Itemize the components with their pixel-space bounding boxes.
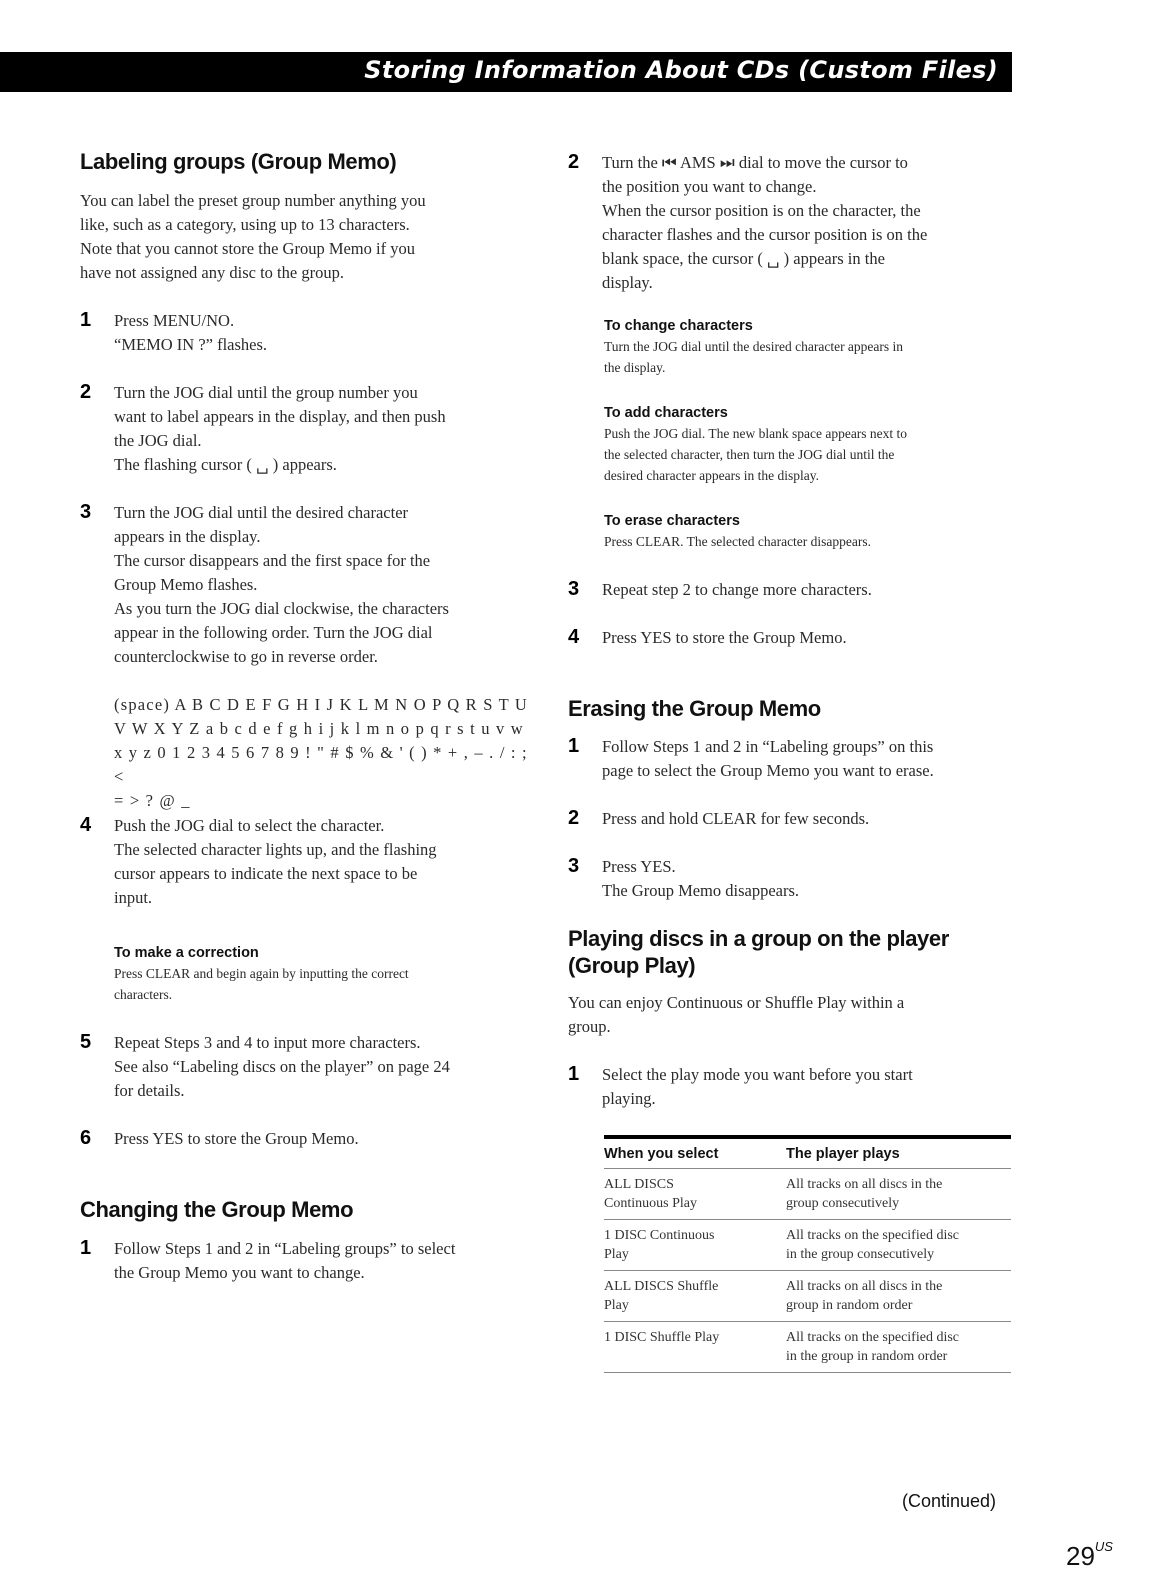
tip-text: desired character appears in the display. (604, 468, 820, 483)
table-header-cell: The player plays (786, 1137, 1011, 1169)
changing-step-4 (568, 626, 1018, 650)
tip-text: the selected character, then turn the JOG dial until the (604, 447, 895, 462)
step-text: The selected character lights up, and the flashing (114, 840, 437, 859)
step-text: Turn the ⏮ AMS ⏭ dial to move the cursor to (602, 153, 908, 172)
cell-line: All tracks on all discs in the (786, 1177, 943, 1192)
step-text: appears in the display. (114, 527, 261, 546)
labeling-step-4 (80, 814, 530, 910)
correction-tip (114, 943, 514, 1005)
header-banner (0, 52, 1012, 92)
table-header-row (604, 1137, 1011, 1169)
labeling-step-5 (80, 1031, 530, 1103)
tip-title: To change characters (604, 318, 753, 334)
step-number: 2 (568, 807, 580, 829)
playing-heading (568, 925, 949, 979)
table-cell (604, 1220, 786, 1271)
cell-line: Play (604, 1247, 629, 1262)
page-header-title: Storing Information About CDs (Custom Files) (364, 56, 998, 84)
step-number: 6 (80, 1127, 92, 1149)
step-text: input. (114, 888, 153, 907)
cell-line: group in random order (786, 1298, 913, 1313)
cell-line: All tracks on the specified disc (786, 1228, 960, 1243)
step-text: display. (602, 273, 653, 292)
step-text: page to select the Group Memo you want to erase. (602, 761, 934, 780)
table-cell (786, 1220, 1011, 1271)
step-text: Press MENU/NO. (114, 311, 235, 330)
playing-intro (568, 991, 998, 1039)
page-number (1066, 1541, 1113, 1572)
table-cell (786, 1169, 1011, 1220)
correction-title: To make a correction (114, 945, 259, 961)
table-cell (786, 1271, 1011, 1322)
labeling-intro (80, 189, 510, 285)
step-text: See also “Labeling discs on the player” on page 24 (114, 1057, 450, 1076)
erasing-heading: Erasing the Group Memo (568, 696, 821, 721)
step-text: Follow Steps 1 and 2 in “Labeling groups” to select (114, 1239, 456, 1258)
cell-line: ALL DISCS (604, 1177, 674, 1192)
cell-line: Play (604, 1298, 629, 1313)
playing-intro-line: You can enjoy Continuous or Shuffle Play within a (568, 993, 905, 1012)
table-cell (604, 1322, 786, 1373)
tip-text: Turn the JOG dial until the desired character appears in (604, 339, 904, 354)
erasing-step-2 (568, 807, 1018, 831)
step-text: Select the play mode you want before you start (602, 1065, 913, 1084)
cell-line: All tracks on the specified disc (786, 1330, 960, 1345)
table-cell (604, 1169, 786, 1220)
character-set-line: = > ? @ _ (114, 791, 191, 810)
labeling-step-6 (80, 1127, 530, 1151)
step-text: the position you want to change. (602, 177, 817, 196)
step-text: The flashing cursor ( ␣ ) appears. (114, 455, 337, 474)
cell-line: 1 DISC Shuffle Play (604, 1330, 720, 1345)
cell-line: Continuous Play (604, 1196, 697, 1211)
page-number-suffix: US (1094, 1539, 1113, 1554)
step-text: the Group Memo you want to change. (114, 1263, 365, 1282)
step-number: 3 (568, 855, 580, 877)
step-text: “MEMO IN ?” flashes. (114, 335, 268, 354)
character-set (114, 693, 534, 813)
erasing-step-1 (568, 735, 1018, 783)
labeling-step-1 (80, 309, 530, 357)
step-text: Turn the JOG dial until the desired character (114, 503, 409, 522)
table-header-cell: When you select (604, 1137, 786, 1169)
tip-text: Press CLEAR. The selected character disappears. (604, 534, 872, 549)
tip-text: the display. (604, 360, 666, 375)
changing-step-1 (80, 1237, 530, 1285)
labeling-intro-line: have not assigned any disc to the group. (80, 263, 344, 282)
continued-label: (Continued) (902, 1491, 997, 1511)
cell-line: in the group consecutively (786, 1247, 935, 1262)
cell-line: ALL DISCS Shuffle (604, 1279, 719, 1294)
table-cell (604, 1271, 786, 1322)
changing-step-2 (568, 151, 1018, 295)
step-number: 1 (568, 735, 580, 757)
step-number: 1 (568, 1063, 580, 1085)
table-row (604, 1271, 1011, 1322)
tip-title: To erase characters (604, 513, 740, 529)
playing-heading-line: (Group Play) (568, 953, 696, 978)
erasing-step-3 (568, 855, 1018, 903)
step-text: When the cursor position is on the character, the (602, 201, 921, 220)
changing-step-3 (568, 578, 1018, 602)
character-set-line: V W X Y Z a b c d e f g h i j k l m n o p q r s t u v w (114, 719, 524, 738)
character-set-line: (space) A B C D E F G H I J K L M N O P Q R S T U (114, 695, 529, 714)
step-text: As you turn the JOG dial clockwise, the characters (114, 599, 449, 618)
step-number: 2 (568, 151, 580, 173)
correction-text: characters. (114, 987, 173, 1002)
step-text: Group Memo flashes. (114, 575, 258, 594)
playing-intro-line: group. (568, 1017, 611, 1036)
step-number: 4 (80, 814, 92, 836)
changing-heading: Changing the Group Memo (80, 1197, 354, 1222)
page-number-value: 29 (1066, 1541, 1095, 1571)
step-text: want to label appears in the display, and then push (114, 407, 446, 426)
step-number: 3 (568, 578, 580, 600)
table-row (604, 1322, 1011, 1373)
cell-line: All tracks on all discs in the (786, 1279, 943, 1294)
table-cell (786, 1322, 1011, 1373)
step-text: Push the JOG dial to select the character. (114, 816, 385, 835)
table-row (604, 1220, 1011, 1271)
step-text: Repeat step 2 to change more characters. (602, 580, 872, 599)
change-characters-tip (604, 316, 1004, 378)
step-text: Turn the JOG dial until the group number you (114, 383, 418, 402)
labeling-step-2 (80, 381, 530, 477)
character-set-line: x y z 0 1 2 3 4 5 6 7 8 9 ! " # $ % & ' ( ) * + , – . / : ; < (114, 743, 528, 786)
step-text: appear in the following order. Turn the JOG dial (114, 623, 433, 642)
step-text: The Group Memo disappears. (602, 881, 800, 900)
cell-line: group consecutively (786, 1196, 900, 1211)
step-number: 3 (80, 501, 92, 523)
table-row (604, 1169, 1011, 1220)
step-number: 4 (568, 626, 580, 648)
labeling-heading: Labeling groups (Group Memo) (80, 149, 397, 174)
step-text: for details. (114, 1081, 185, 1100)
play-mode-table (604, 1135, 1011, 1373)
step-text: Press and hold CLEAR for few seconds. (602, 809, 870, 828)
step-number: 5 (80, 1031, 92, 1053)
playing-step-1 (568, 1063, 1018, 1111)
step-number: 1 (80, 309, 92, 331)
step-text: blank space, the cursor ( ␣ ) appears in the (602, 249, 885, 268)
cell-line: in the group in random order (786, 1349, 948, 1364)
step-number: 1 (80, 1237, 92, 1259)
step-text: Press YES to store the Group Memo. (114, 1129, 359, 1148)
step-text: Press YES. (602, 857, 676, 876)
erase-characters-tip (604, 511, 1004, 552)
tip-text: Push the JOG dial. The new blank space appears next to (604, 426, 908, 441)
playing-heading-line: Playing discs in a group on the player (568, 926, 949, 951)
step-text: counterclockwise to go in reverse order. (114, 647, 378, 666)
step-text: Press YES to store the Group Memo. (602, 628, 847, 647)
step-text: playing. (602, 1089, 656, 1108)
labeling-intro-line: Note that you cannot store the Group Memo if you (80, 239, 415, 258)
labeling-step-3 (80, 501, 530, 669)
step-number: 2 (80, 381, 92, 403)
cell-line: 1 DISC Continuous (604, 1228, 715, 1243)
play-mode-table-wrap (604, 1135, 1011, 1373)
step-text: cursor appears to indicate the next space to be (114, 864, 418, 883)
labeling-intro-line: like, such as a category, using up to 13 characters. (80, 215, 410, 234)
step-text: Follow Steps 1 and 2 in “Labeling groups” on this (602, 737, 934, 756)
tip-title: To add characters (604, 405, 728, 421)
step-text: the JOG dial. (114, 431, 202, 450)
labeling-intro-line: You can label the preset group number anything you (80, 191, 426, 210)
correction-text: Press CLEAR and begin again by inputting the correct (114, 966, 409, 981)
step-text: character flashes and the cursor position is on the (602, 225, 928, 244)
step-text: The cursor disappears and the first space for the (114, 551, 431, 570)
add-characters-tip (604, 403, 1004, 486)
step-text: Repeat Steps 3 and 4 to input more characters. (114, 1033, 421, 1052)
